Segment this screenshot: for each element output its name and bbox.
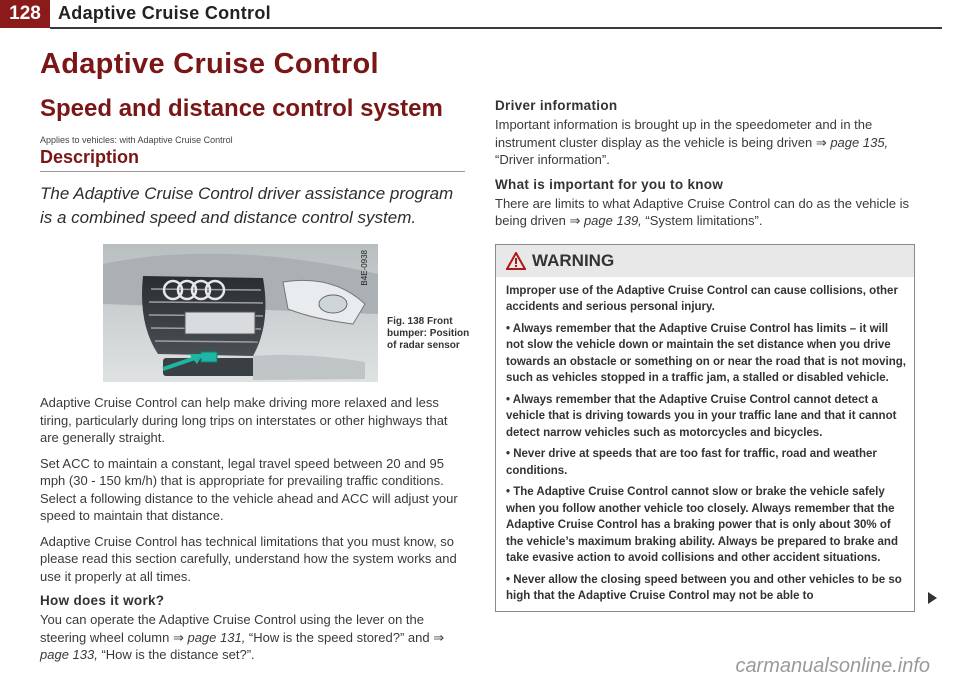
page-ref-135[interactable]: page 135, [830,134,889,150]
paragraph-how [40,611,465,664]
know-text-pre: There are limits to what Adaptive Cruise Control can do as the vehicle is being driven ⇒ [495,195,910,228]
description-heading: Description [40,147,465,172]
driver-text-post: “Driver information”. [495,152,610,167]
warning-triangle-icon [506,252,526,270]
warning-bullet-5: • Never allow the closing speed between you and other vehicles to be so high that the Adaptive Cruise Control may not be able to [506,573,902,602]
paragraph-driver-info [495,116,915,169]
left-column [40,48,470,672]
paragraph-speed-range: Set ACC to maintain a constant, legal travel speed between 20 and 95 mph (30 - 150 km/h) that is appropriate for prevailing traffic conditions. Select a following distance to the vehicle ahead and ACC will adjust your speed to maintain that distance. [40,455,458,523]
page-ref-133[interactable]: page 133, [40,647,98,662]
paragraph-benefits: Adaptive Cruise Control can help make driving more relaxed and less tiring, particularly during long trips on interstates or other highways that are generally straight. [40,395,448,445]
continue-arrow-icon [928,592,937,604]
figure [40,244,470,382]
paragraph-limitations: Adaptive Cruise Control has technical limitations that you must know, so please read this section carefully, understand how the system works and use it properly at all times. [40,533,457,584]
page-ref-139[interactable]: page 139, [583,213,642,228]
paragraph-know [495,195,915,230]
know-text-post: “System limitations”. [641,213,763,228]
how-heading: How does it work? [40,593,165,608]
know-heading: What is important for you to know [495,176,724,192]
bumper-photo [103,244,378,382]
warning-title: WARNING [532,250,615,270]
figure-code: B4E-0938 [360,250,369,286]
right-column [495,92,915,612]
page-number: 128 [0,0,50,28]
warning-bullet-3: • Never drive at speeds that are too fast for traffic, road and weather conditions. [506,448,877,477]
header-rule [50,27,942,29]
car-front-illustration [103,244,378,382]
warning-lead: Improper use of the Adaptive Cruise Control can cause collisions, other accidents and serious personal injury. [506,284,898,313]
how-text-pre: You can operate the Adaptive Cruise Control using the lever on the steering wheel column ⇒ [40,612,424,645]
watermark: carmanualsonline.info [735,655,930,677]
section-title: Speed and distance control system [40,95,443,122]
driver-info-heading: Driver information [495,98,618,113]
how-text-post: “How is the distance set?”. [97,647,255,662]
running-title: Adaptive Cruise Control [58,3,271,23]
warning-header [496,245,914,277]
intro-text: The Adaptive Cruise Control driver assistance program is a combined speed and distance control system. [40,184,454,227]
warning-body [496,277,914,611]
warning-bullet-4: • The Adaptive Cruise Control cannot slow or brake the vehicle safely when you follow another vehicle too closely. Always remember that the Adaptive Cruise Control has a braking power that is only about 30% of the vehicle’s maximum braking ability. Always be prepared to brake and take evasive action to avoid collisions and other accident situations. [506,486,898,564]
warning-bullet-2: • Always remember that the Adaptive Cruise Control cannot detect a vehicle that is driving towards you in your traffic lane and that it cannot detect narrow vehicles such as motorcycles and bicycles. [506,393,897,439]
page-header [0,0,960,34]
how-text-mid: “How is the speed stored?” and ⇒ [245,629,445,645]
warning-box [495,244,915,612]
figure-caption: Fig. 138 Front bumper: Position of radar sensor [387,316,470,351]
warning-bullet-1: • Always remember that the Adaptive Cruise Control has limits – it will not slow the vehicle down or maintain the set distance when you drive towards an obstacle or something on or near the road that is not moving, such as vehicles stopped in a traffic jam, a stalled or disabled vehicle. [506,322,906,384]
chapter-title: Adaptive Cruise Control [40,48,379,80]
applies-note: Applies to vehicles: with Adaptive Cruise Control [40,135,233,145]
driver-text-pre: Important information is brought up in the speedometer and in the instrument cluster display as the vehicle is being driven ⇒ [495,117,873,150]
page-ref-131[interactable]: page 131, [187,629,246,645]
